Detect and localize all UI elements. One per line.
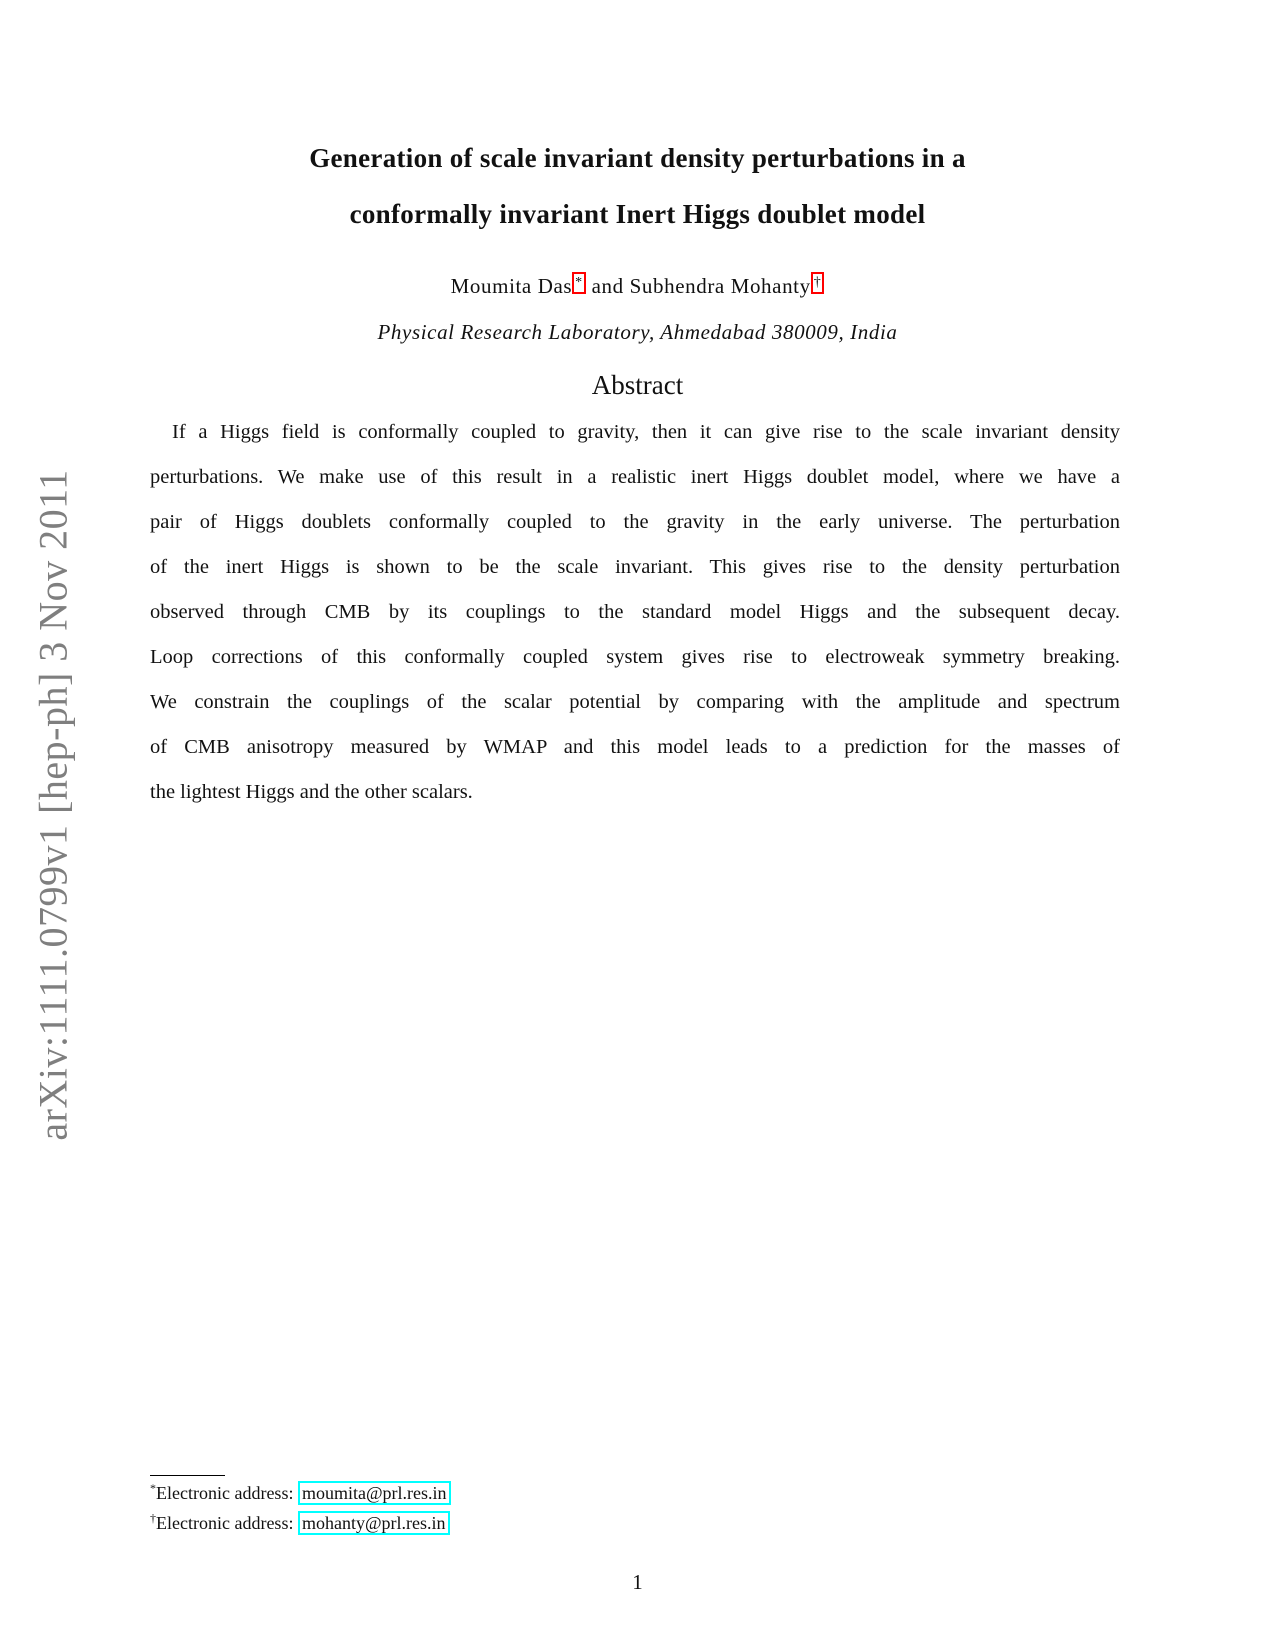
abstract-line: of the inert Higgs is shown to be the scale invariant. This gives rise to the density perturbation — [150, 556, 1120, 578]
author-name: Moumita Das — [450, 274, 573, 298]
footnote — [150, 1511, 450, 1534]
arxiv-stamp: arXiv:1111.0799v1 [hep-ph] 3 Nov 2011 — [30, 469, 76, 1141]
footnote-label: Electronic address: — [156, 1513, 294, 1533]
abstract-heading: Abstract — [591, 370, 684, 400]
footnote-mark: † — [150, 1511, 156, 1525]
abstract-line: We constrain the couplings of the scalar potential by comparing with the amplitude and spectrum — [150, 691, 1120, 713]
title-line-2: conformally invariant Inert Higgs doublet model — [349, 199, 926, 229]
footnote-label: Electronic address: — [156, 1483, 294, 1503]
footnote — [150, 1481, 451, 1504]
title-line-1: Generation of scale invariant density perturbations in a — [309, 143, 966, 173]
abstract-line: If a Higgs field is conformally coupled to gravity, then it can give rise to the scale invariant density — [172, 421, 1120, 443]
abstract-line: perturbations. We make use of this result in a realistic inert Higgs doublet model, where we have a — [150, 466, 1120, 488]
abstract-line: observed through CMB by its couplings to the standard model Higgs and the subsequent decay. — [150, 601, 1120, 623]
footnote-mark: * — [150, 1481, 156, 1495]
footnote-link[interactable]: † — [811, 272, 825, 294]
author-name: Subhendra Mohanty — [629, 274, 811, 298]
email-link[interactable]: moumita@prl.res.in — [298, 1481, 451, 1505]
conjunction: and — [591, 274, 624, 298]
abstract-line: of CMB anisotropy measured by WMAP and this model leads to a prediction for the masses of — [150, 736, 1120, 758]
footnote-rule — [150, 1475, 225, 1476]
page-number: 1 — [632, 1570, 643, 1594]
abstract-line: the lightest Higgs and the other scalars. — [150, 781, 473, 803]
abstract-line: pair of Higgs doublets conformally coupled to the gravity in the early universe. The perturbation — [150, 511, 1120, 533]
footnote-link[interactable]: * — [572, 272, 586, 294]
affiliation: Physical Research Laboratory, Ahmedabad 380009, India — [377, 320, 898, 344]
author-line — [0, 274, 1275, 299]
email-link[interactable]: mohanty@prl.res.in — [298, 1511, 450, 1535]
abstract-line: Loop corrections of this conformally coupled system gives rise to electroweak symmetry breaking. — [150, 646, 1120, 668]
